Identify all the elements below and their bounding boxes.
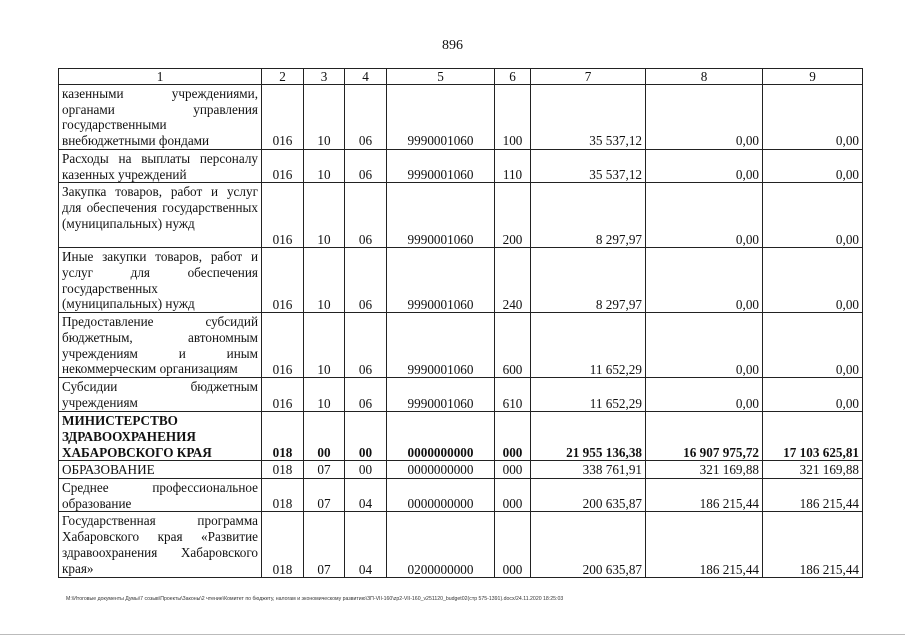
cell-amount-8: 0,00 xyxy=(646,183,763,248)
cell-amount-8: 0,00 xyxy=(646,313,763,378)
cell-amount-7: 11 652,29 xyxy=(531,313,646,378)
cell-ministry-code: 016 xyxy=(262,85,304,150)
cell-target-code: 0000000000 xyxy=(387,461,495,479)
cell-amount-7: 21 955 136,38 xyxy=(531,412,646,461)
cell-ministry-code: 016 xyxy=(262,149,304,182)
cell-amount-9: 0,00 xyxy=(763,313,863,378)
cell-amount-7: 35 537,12 xyxy=(531,149,646,182)
table-row xyxy=(59,85,863,150)
cell-ministry-code: 018 xyxy=(262,412,304,461)
column-number: 2 xyxy=(262,69,304,85)
cell-expense-type: 000 xyxy=(495,479,531,512)
cell-amount-7: 338 761,91 xyxy=(531,461,646,479)
column-number: 3 xyxy=(304,69,345,85)
document-file-path: M:\Итоговые документы Думы\7 созыв\Проекты\Законы\2 чтение\Комитет по бюджету, налогам и экономическому развитию\ЗП-VII-160\zp2-VII-160_v251120_budget02(стр 575-1391).docx/24.11.2020 18:25:03 xyxy=(66,596,564,602)
table-row xyxy=(59,378,863,412)
row-name: Иные закупки товаров, работ и услуг для обеспечения государственных (муниципальных) нужд xyxy=(59,248,262,313)
cell-amount-9: 0,00 xyxy=(763,183,863,248)
row-name: Предоставление субсидий бюджетным, автономным учреждениям и иным некоммерческим организациям xyxy=(59,313,262,378)
cell-target-code: 0200000000 xyxy=(387,512,495,578)
column-number: 1 xyxy=(59,69,262,85)
cell-ministry-code: 016 xyxy=(262,313,304,378)
column-number: 9 xyxy=(763,69,863,85)
cell-expense-type: 200 xyxy=(495,183,531,248)
cell-amount-7: 200 635,87 xyxy=(531,479,646,512)
cell-target-code: 9990001060 xyxy=(387,248,495,313)
cell-amount-9: 186 215,44 xyxy=(763,479,863,512)
column-number: 7 xyxy=(531,69,646,85)
cell-amount-7: 11 652,29 xyxy=(531,378,646,412)
cell-amount-9: 186 215,44 xyxy=(763,512,863,578)
cell-amount-9: 0,00 xyxy=(763,85,863,150)
page-number: 896 xyxy=(442,38,463,53)
cell-section: 10 xyxy=(304,248,345,313)
cell-expense-type: 600 xyxy=(495,313,531,378)
cell-amount-8: 16 907 975,72 xyxy=(646,412,763,461)
cell-section: 00 xyxy=(304,412,345,461)
table-row xyxy=(59,248,863,313)
cell-amount-9: 0,00 xyxy=(763,149,863,182)
cell-amount-8: 186 215,44 xyxy=(646,479,763,512)
cell-target-code: 9990001060 xyxy=(387,313,495,378)
cell-amount-8: 0,00 xyxy=(646,149,763,182)
cell-section: 10 xyxy=(304,313,345,378)
cell-expense-type: 240 xyxy=(495,248,531,313)
cell-subsection: 06 xyxy=(345,85,387,150)
cell-ministry-code: 018 xyxy=(262,512,304,578)
cell-target-code: 9990001060 xyxy=(387,378,495,412)
cell-target-code: 9990001060 xyxy=(387,183,495,248)
cell-expense-type: 000 xyxy=(495,512,531,578)
cell-section: 07 xyxy=(304,512,345,578)
table-row xyxy=(59,512,863,578)
column-number: 6 xyxy=(495,69,531,85)
column-number: 4 xyxy=(345,69,387,85)
cell-target-code: 9990001060 xyxy=(387,85,495,150)
cell-amount-8: 0,00 xyxy=(646,248,763,313)
cell-section: 10 xyxy=(304,183,345,248)
cell-expense-type: 000 xyxy=(495,461,531,479)
row-name: Расходы на выплаты персоналу казенных учреждений xyxy=(59,149,262,182)
cell-section: 07 xyxy=(304,461,345,479)
cell-amount-7: 200 635,87 xyxy=(531,512,646,578)
cell-section: 10 xyxy=(304,378,345,412)
cell-amount-9: 0,00 xyxy=(763,378,863,412)
cell-subsection: 06 xyxy=(345,248,387,313)
cell-amount-8: 186 215,44 xyxy=(646,512,763,578)
cell-expense-type: 610 xyxy=(495,378,531,412)
table-row xyxy=(59,183,863,248)
table-row xyxy=(59,479,863,512)
cell-subsection: 06 xyxy=(345,313,387,378)
cell-expense-type: 100 xyxy=(495,85,531,150)
column-number: 5 xyxy=(387,69,495,85)
row-name: Закупка товаров, работ и услуг для обеспечения государственных (муниципальных) нужд xyxy=(59,183,262,248)
table-row xyxy=(59,149,863,182)
cell-subsection: 06 xyxy=(345,378,387,412)
table-row-ministry xyxy=(59,412,863,461)
row-name: Субсидии бюджетным учреждениям xyxy=(59,378,262,412)
cell-expense-type: 000 xyxy=(495,412,531,461)
cell-amount-8: 321 169,88 xyxy=(646,461,763,479)
cell-target-code: 9990001060 xyxy=(387,149,495,182)
cell-amount-8: 0,00 xyxy=(646,85,763,150)
column-number: 8 xyxy=(646,69,763,85)
cell-amount-9: 0,00 xyxy=(763,248,863,313)
row-name: Среднее профессиональное образование xyxy=(59,479,262,512)
row-name: Государственная программа Хабаровского края «Развитие здравоохранения Хабаровского края» xyxy=(59,512,262,578)
cell-target-code: 0000000000 xyxy=(387,412,495,461)
row-name: ОБРАЗОВАНИЕ xyxy=(59,461,262,479)
cell-amount-9: 321 169,88 xyxy=(763,461,863,479)
page-edge-divider xyxy=(0,634,905,635)
row-name: МИНИСТЕРСТВО ЗДРАВООХРАНЕНИЯ ХАБАРОВСКОГО КРАЯ xyxy=(59,412,262,461)
cell-ministry-code: 018 xyxy=(262,479,304,512)
cell-amount-7: 8 297,97 xyxy=(531,248,646,313)
cell-amount-7: 8 297,97 xyxy=(531,183,646,248)
cell-subsection: 06 xyxy=(345,183,387,248)
cell-section: 07 xyxy=(304,479,345,512)
cell-ministry-code: 016 xyxy=(262,378,304,412)
cell-section: 10 xyxy=(304,85,345,150)
cell-ministry-code: 016 xyxy=(262,183,304,248)
cell-subsection: 00 xyxy=(345,461,387,479)
cell-expense-type: 110 xyxy=(495,149,531,182)
cell-subsection: 06 xyxy=(345,149,387,182)
cell-amount-7: 35 537,12 xyxy=(531,85,646,150)
cell-subsection: 04 xyxy=(345,512,387,578)
budget-table xyxy=(58,68,863,578)
cell-section: 10 xyxy=(304,149,345,182)
cell-ministry-code: 016 xyxy=(262,248,304,313)
row-name: казенными учреждениями, органами управления государственными внебюджетными фондами xyxy=(59,85,262,150)
table-row xyxy=(59,461,863,479)
cell-subsection: 04 xyxy=(345,479,387,512)
cell-amount-8: 0,00 xyxy=(646,378,763,412)
cell-subsection: 00 xyxy=(345,412,387,461)
cell-target-code: 0000000000 xyxy=(387,479,495,512)
column-number-row xyxy=(59,69,863,85)
cell-amount-9: 17 103 625,81 xyxy=(763,412,863,461)
table-row xyxy=(59,313,863,378)
cell-ministry-code: 018 xyxy=(262,461,304,479)
